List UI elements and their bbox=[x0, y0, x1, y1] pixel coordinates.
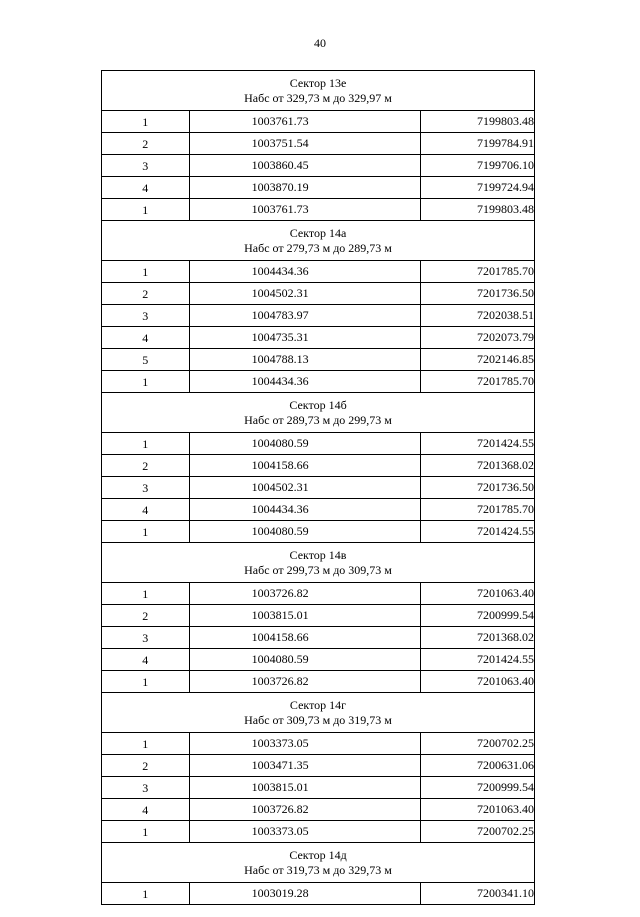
x-coordinate-cell: 1003860.45 bbox=[189, 155, 420, 177]
table-row bbox=[102, 177, 535, 199]
point-number-cell: 1 bbox=[102, 733, 190, 755]
x-coordinate-cell: 1004735.31 bbox=[189, 327, 420, 349]
y-coordinate-cell: 7200631.06 bbox=[421, 755, 535, 777]
point-number-cell: 2 bbox=[102, 605, 190, 627]
point-number-cell: 2 bbox=[102, 755, 190, 777]
table-row bbox=[102, 671, 535, 693]
point-number-cell: 1 bbox=[102, 261, 190, 283]
x-coordinate-cell: 1004080.59 bbox=[189, 521, 420, 543]
y-coordinate-cell: 7201785.70 bbox=[421, 261, 535, 283]
point-number-cell: 4 bbox=[102, 799, 190, 821]
table-row bbox=[102, 755, 535, 777]
y-coordinate-cell: 7200341.10 bbox=[421, 883, 535, 905]
sector-altitude-range: Набс от 279,73 м до 289,73 м bbox=[244, 241, 392, 255]
y-coordinate-cell: 7199706.10 bbox=[421, 155, 535, 177]
y-coordinate-cell: 7201736.50 bbox=[421, 283, 535, 305]
y-coordinate-cell: 7199803.48 bbox=[421, 111, 535, 133]
sector-header bbox=[102, 221, 535, 261]
table-row bbox=[102, 583, 535, 605]
x-coordinate-cell: 1003726.82 bbox=[189, 799, 420, 821]
y-coordinate-cell: 7201785.70 bbox=[421, 371, 535, 393]
point-number-cell: 4 bbox=[102, 177, 190, 199]
point-number-cell: 1 bbox=[102, 521, 190, 543]
x-coordinate-cell: 1004158.66 bbox=[189, 627, 420, 649]
y-coordinate-cell: 7201785.70 bbox=[421, 499, 535, 521]
y-coordinate-cell: 7201424.55 bbox=[421, 433, 535, 455]
table-row bbox=[102, 327, 535, 349]
x-coordinate-cell: 1003761.73 bbox=[189, 111, 420, 133]
sector-header bbox=[102, 543, 535, 583]
sector-header bbox=[102, 393, 535, 433]
y-coordinate-cell: 7202146.85 bbox=[421, 349, 535, 371]
y-coordinate-cell: 7200999.54 bbox=[421, 605, 535, 627]
coordinates-table-body bbox=[102, 71, 535, 905]
table-row bbox=[102, 821, 535, 843]
point-number-cell: 3 bbox=[102, 477, 190, 499]
point-number-cell: 3 bbox=[102, 305, 190, 327]
point-number-cell: 4 bbox=[102, 327, 190, 349]
table-row bbox=[102, 111, 535, 133]
table-row bbox=[102, 283, 535, 305]
sector-name: Сектор 14в bbox=[289, 548, 347, 562]
point-number-cell: 1 bbox=[102, 821, 190, 843]
point-number-cell: 3 bbox=[102, 155, 190, 177]
x-coordinate-cell: 1003751.54 bbox=[189, 133, 420, 155]
point-number-cell: 4 bbox=[102, 499, 190, 521]
x-coordinate-cell: 1003471.35 bbox=[189, 755, 420, 777]
sector-name: Сектор 14г bbox=[289, 698, 347, 712]
coordinates-table bbox=[101, 70, 535, 905]
point-number-cell: 1 bbox=[102, 583, 190, 605]
sector-altitude-range: Набс от 289,73 м до 299,73 м bbox=[244, 413, 392, 427]
x-coordinate-cell: 1004502.31 bbox=[189, 283, 420, 305]
y-coordinate-cell: 7200702.25 bbox=[421, 733, 535, 755]
sector-altitude-range: Набс от 319,73 м до 329,73 м bbox=[244, 863, 392, 877]
sector-header-row bbox=[102, 693, 535, 733]
y-coordinate-cell: 7201424.55 bbox=[421, 649, 535, 671]
point-number-cell: 2 bbox=[102, 283, 190, 305]
y-coordinate-cell: 7199724.94 bbox=[421, 177, 535, 199]
table-row bbox=[102, 499, 535, 521]
y-coordinate-cell: 7201424.55 bbox=[421, 521, 535, 543]
table-row bbox=[102, 627, 535, 649]
table-row bbox=[102, 305, 535, 327]
x-coordinate-cell: 1004434.36 bbox=[189, 371, 420, 393]
sector-altitude-range: Набс от 309,73 м до 319,73 м bbox=[244, 713, 392, 727]
x-coordinate-cell: 1003373.05 bbox=[189, 821, 420, 843]
y-coordinate-cell: 7201736.50 bbox=[421, 477, 535, 499]
x-coordinate-cell: 1004788.13 bbox=[189, 349, 420, 371]
table-row bbox=[102, 799, 535, 821]
point-number-cell: 4 bbox=[102, 649, 190, 671]
sector-altitude-range: Набс от 299,73 м до 309,73 м bbox=[244, 563, 392, 577]
table-row bbox=[102, 133, 535, 155]
y-coordinate-cell: 7201368.02 bbox=[421, 455, 535, 477]
point-number-cell: 3 bbox=[102, 777, 190, 799]
x-coordinate-cell: 1003870.19 bbox=[189, 177, 420, 199]
point-number-cell: 3 bbox=[102, 627, 190, 649]
table-row bbox=[102, 777, 535, 799]
sector-name: Сектор 14а bbox=[289, 226, 347, 240]
table-row bbox=[102, 649, 535, 671]
sector-header bbox=[102, 843, 535, 883]
y-coordinate-cell: 7201368.02 bbox=[421, 627, 535, 649]
x-coordinate-cell: 1003019.28 bbox=[189, 883, 420, 905]
sector-header bbox=[102, 693, 535, 733]
table-row bbox=[102, 371, 535, 393]
point-number-cell: 1 bbox=[102, 371, 190, 393]
x-coordinate-cell: 1004783.97 bbox=[189, 305, 420, 327]
x-coordinate-cell: 1003726.82 bbox=[189, 671, 420, 693]
table-row bbox=[102, 199, 535, 221]
y-coordinate-cell: 7201063.40 bbox=[421, 671, 535, 693]
y-coordinate-cell: 7199784.91 bbox=[421, 133, 535, 155]
sector-header-row bbox=[102, 843, 535, 883]
x-coordinate-cell: 1004502.31 bbox=[189, 477, 420, 499]
point-number-cell: 1 bbox=[102, 111, 190, 133]
point-number-cell: 2 bbox=[102, 133, 190, 155]
table-row bbox=[102, 349, 535, 371]
sector-header bbox=[102, 71, 535, 111]
point-number-cell: 2 bbox=[102, 455, 190, 477]
x-coordinate-cell: 1004080.59 bbox=[189, 649, 420, 671]
table-row bbox=[102, 883, 535, 905]
point-number-cell: 1 bbox=[102, 199, 190, 221]
x-coordinate-cell: 1004434.36 bbox=[189, 499, 420, 521]
x-coordinate-cell: 1003726.82 bbox=[189, 583, 420, 605]
sector-header-row bbox=[102, 393, 535, 433]
y-coordinate-cell: 7200702.25 bbox=[421, 821, 535, 843]
y-coordinate-cell: 7201063.40 bbox=[421, 583, 535, 605]
table-row bbox=[102, 261, 535, 283]
y-coordinate-cell: 7202038.51 bbox=[421, 305, 535, 327]
point-number-cell: 1 bbox=[102, 883, 190, 905]
point-number-cell: 1 bbox=[102, 433, 190, 455]
x-coordinate-cell: 1003761.73 bbox=[189, 199, 420, 221]
sector-header-row bbox=[102, 543, 535, 583]
table-row bbox=[102, 477, 535, 499]
x-coordinate-cell: 1004434.36 bbox=[189, 261, 420, 283]
point-number-cell: 5 bbox=[102, 349, 190, 371]
x-coordinate-cell: 1003815.01 bbox=[189, 605, 420, 627]
y-coordinate-cell: 7202073.79 bbox=[421, 327, 535, 349]
table-row bbox=[102, 605, 535, 627]
table-row bbox=[102, 455, 535, 477]
x-coordinate-cell: 1003373.05 bbox=[189, 733, 420, 755]
table-row bbox=[102, 433, 535, 455]
x-coordinate-cell: 1004158.66 bbox=[189, 455, 420, 477]
y-coordinate-cell: 7199803.48 bbox=[421, 199, 535, 221]
sector-name: Сектор 14д bbox=[289, 848, 347, 862]
sector-header-row bbox=[102, 71, 535, 111]
table-row bbox=[102, 521, 535, 543]
table-row bbox=[102, 155, 535, 177]
x-coordinate-cell: 1003815.01 bbox=[189, 777, 420, 799]
point-number-cell: 1 bbox=[102, 671, 190, 693]
y-coordinate-cell: 7200999.54 bbox=[421, 777, 535, 799]
sector-name: Сектор 14б bbox=[289, 398, 347, 412]
sector-name: Сектор 13е bbox=[289, 76, 347, 90]
sector-header-row bbox=[102, 221, 535, 261]
x-coordinate-cell: 1004080.59 bbox=[189, 433, 420, 455]
sector-altitude-range: Набс от 329,73 м до 329,97 м bbox=[244, 91, 392, 105]
page-number: 40 bbox=[314, 36, 326, 50]
table-row bbox=[102, 733, 535, 755]
y-coordinate-cell: 7201063.40 bbox=[421, 799, 535, 821]
